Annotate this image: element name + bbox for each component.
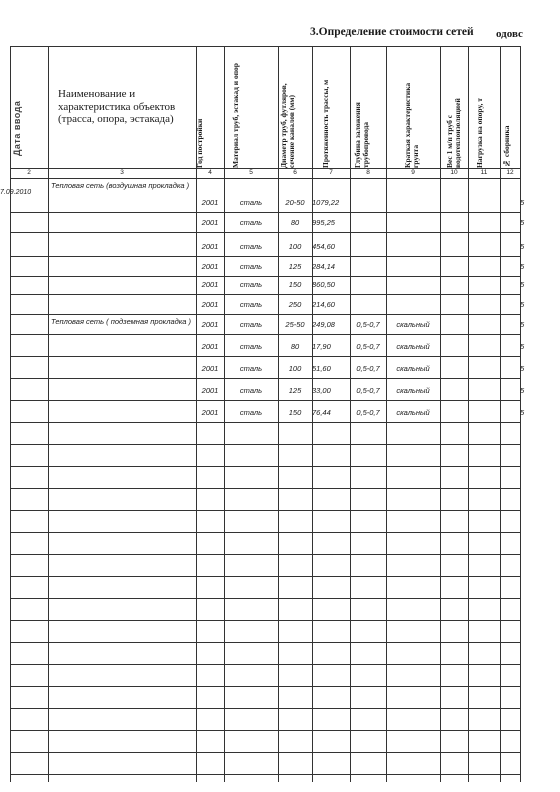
row-length: 860,50 [312, 280, 335, 289]
column-number: 9 [411, 169, 415, 176]
row-collection: 5 [520, 198, 525, 207]
row-rule [10, 378, 520, 379]
row-collection: 5 [520, 342, 525, 351]
row-diameter: 125 [288, 262, 302, 271]
row-rule [10, 256, 520, 257]
row-depth: 0,5-0,7 [356, 364, 380, 373]
row-material: сталь [239, 280, 263, 289]
column-number: 12 [506, 169, 514, 176]
row-rule [10, 774, 520, 775]
column-rule [440, 46, 441, 782]
row-year: 2001 [201, 218, 219, 227]
row-rule [10, 686, 520, 687]
row-rule [10, 576, 520, 577]
column-number: 3 [120, 169, 124, 176]
column-rule [468, 46, 469, 782]
row-material: сталь [239, 342, 263, 351]
row-length: 284,14 [312, 262, 335, 271]
row-depth: 0,5-0,7 [356, 386, 380, 395]
row-rule [10, 730, 520, 731]
row-name: Тепловая сеть (воздушная прокладка ) [51, 181, 190, 190]
row-diameter: 20-50 [285, 198, 305, 207]
row-year: 2001 [201, 300, 219, 309]
column-number: 2 [27, 169, 31, 176]
row-rule [10, 664, 520, 665]
column-rule [10, 46, 11, 782]
row-material: сталь [239, 408, 263, 417]
row-diameter: 125 [288, 386, 302, 395]
row-collection: 5 [520, 386, 525, 395]
row-collection: 5 [520, 218, 525, 227]
header-diameter: Диаметр труб, футляров, сечение каналов (мм) [279, 83, 296, 168]
page-title-cut: одовс [496, 28, 523, 40]
row-collection: 5 [520, 300, 525, 309]
header-soil: Краткая характеристика грунта [403, 82, 420, 168]
row-year: 2001 [201, 364, 219, 373]
number-row-rule [10, 178, 520, 179]
row-length: 214,60 [312, 300, 335, 309]
row-rule [10, 708, 520, 709]
row-length: 51,60 [312, 364, 331, 373]
row-year: 2001 [201, 386, 219, 395]
row-rule [10, 294, 520, 295]
header-collection: № сборника [502, 125, 511, 168]
row-length: 17,90 [312, 342, 331, 351]
row-depth: 0,5-0,7 [356, 320, 380, 329]
first-row-date: 7.09.2010 [0, 189, 32, 196]
row-rule [10, 488, 520, 489]
row-length: 454,60 [312, 242, 335, 251]
row-name: Тепловая сеть ( подземная прокладка ) [51, 317, 192, 326]
row-depth: 0,5-0,7 [356, 342, 380, 351]
row-length: 76,44 [312, 408, 331, 417]
header-name: Наименование и характеристика объектов (трасса, опора, эстакада) [58, 88, 176, 126]
row-soil: скальный [396, 342, 430, 351]
row-material: сталь [239, 364, 263, 373]
row-material: сталь [239, 198, 263, 207]
header-material: Материал труб, эстакад и опор [231, 63, 240, 168]
row-rule [10, 642, 520, 643]
column-number: 6 [293, 169, 297, 176]
column-number: 8 [366, 169, 370, 176]
row-soil: скальный [396, 408, 430, 417]
row-year: 2001 [201, 320, 219, 329]
row-diameter: 100 [288, 364, 302, 373]
row-diameter: 150 [288, 408, 302, 417]
header-depth: Глубина заложения трубопровода [353, 102, 370, 168]
row-soil: скальный [396, 364, 430, 373]
row-rule [10, 422, 520, 423]
column-rule [500, 46, 501, 782]
row-rule [10, 620, 520, 621]
column-number: 11 [480, 169, 488, 176]
row-collection: 5 [520, 262, 525, 271]
row-rule [10, 212, 520, 213]
row-rule [10, 598, 520, 599]
row-collection: 5 [520, 364, 525, 373]
row-length: 1079,22 [312, 198, 340, 207]
row-rule [10, 444, 520, 445]
row-year: 2001 [201, 198, 219, 207]
row-rule [10, 232, 520, 233]
row-length: 249,08 [312, 320, 335, 329]
row-material: сталь [239, 386, 263, 395]
row-diameter: 100 [288, 242, 302, 251]
row-depth: 0,5-0,7 [356, 408, 380, 417]
row-material: сталь [239, 218, 263, 227]
row-collection: 5 [520, 280, 525, 289]
row-collection: 5 [520, 408, 525, 417]
row-rule [10, 532, 520, 533]
column-number: 4 [208, 169, 212, 176]
header-load: Нагрузка на опору, т [475, 98, 484, 168]
row-year: 2001 [201, 280, 219, 289]
row-diameter: 80 [290, 218, 300, 227]
column-number: 7 [329, 169, 333, 176]
row-rule [10, 400, 520, 401]
row-year: 2001 [201, 242, 219, 251]
row-length: 995,25 [312, 218, 335, 227]
row-collection: 5 [520, 242, 525, 251]
row-rule [10, 314, 520, 315]
page-title: 3.Определение стоимости сетей [310, 26, 474, 38]
column-number: 10 [450, 169, 458, 176]
row-soil: скальный [396, 320, 430, 329]
row-soil: скальный [396, 386, 430, 395]
row-diameter: 250 [288, 300, 302, 309]
row-diameter: 80 [290, 342, 300, 351]
column-number: 5 [249, 169, 253, 176]
header-length: Протяженность трассы, м [321, 79, 330, 168]
row-collection: 5 [520, 320, 525, 329]
row-rule [10, 334, 520, 335]
header-weight: Вес 1 м/п труб с водотеплоизоляцией [445, 98, 462, 168]
header-top-rule [10, 46, 520, 47]
header-year: Год постройки [195, 118, 204, 168]
row-rule [10, 466, 520, 467]
row-material: сталь [239, 242, 263, 251]
row-rule [10, 752, 520, 753]
row-diameter: 25-50 [285, 320, 305, 329]
row-year: 2001 [201, 408, 219, 417]
row-rule [10, 356, 520, 357]
row-diameter: 150 [288, 280, 302, 289]
row-rule [10, 554, 520, 555]
row-material: сталь [239, 262, 263, 271]
row-year: 2001 [201, 262, 219, 271]
column-rule [48, 46, 49, 782]
row-material: сталь [239, 320, 263, 329]
row-length: 33,00 [312, 386, 331, 395]
row-rule [10, 510, 520, 511]
row-material: сталь [239, 300, 263, 309]
row-rule [10, 276, 520, 277]
stamp-date-label: Дата ввода [12, 100, 22, 156]
row-year: 2001 [201, 342, 219, 351]
